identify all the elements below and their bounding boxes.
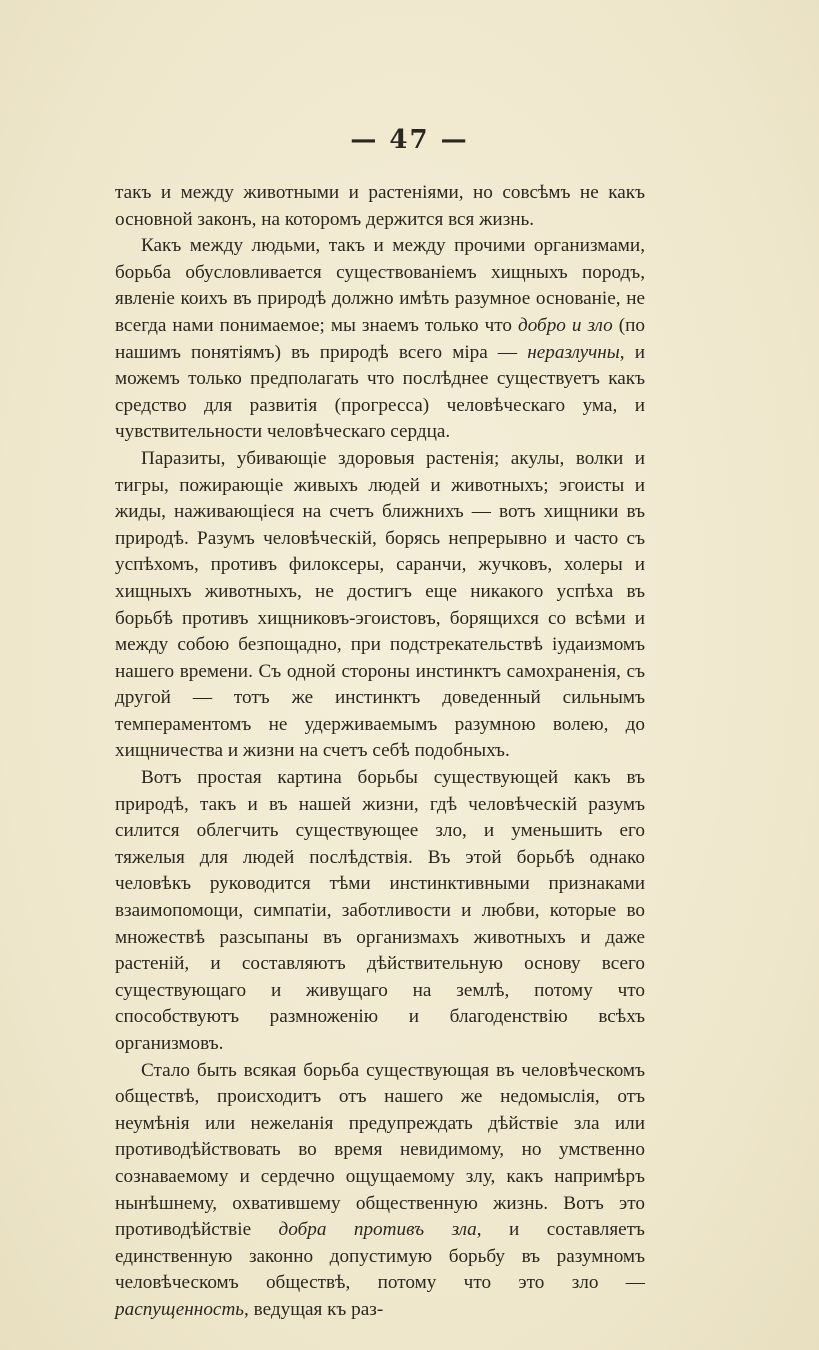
- text-segment: Какъ между людьми, такъ и между прочими организмами, борьба обусловливается существованіемъ хищныхъ породъ, явленіе коихъ въ природѣ должно имѣть разумное основаніе, не всегда нами понимаемое; мы знаемъ только что: [115, 235, 645, 336]
- text-segment: такъ и между животными и растеніями, но совсѣмъ не какъ основной законъ, на которомъ держится вся жизнь.: [115, 182, 645, 230]
- text-segment: Вотъ простая картина борьбы существующей какъ въ природѣ, такъ и въ нашей жизни, гдѣ человѣческій разумъ силится облегчить существующее зло, и уменьшить его тяжелыя для людей послѣдствія. Въ этой борьбѣ однако человѣкъ руководится тѣми инстинктивными признаками взаимопомощи, симпатіи, заботливости и любви, которые во множествѣ разсыпаны въ организмахъ животныхъ и даже растеній, и составляютъ дѣйствительную основу всего существующаго и живущаго на землѣ, потому что способствуютъ размноженію и благоденствію всѣхъ организмовъ.: [115, 767, 645, 1054]
- page-number: — 47 —: [350, 125, 469, 155]
- text-block: [115, 180, 645, 1324]
- text-segment: Стало быть всякая борьба существующая въ человѣческомъ обществѣ, происходитъ отъ нашего же недомыслія, отъ неумѣнія или нежеланія предупреждать дѣйствіе зла или противодѣйствовать во время невидимому, но умственно сознаваемому и сердечно ощущаемому злу, какъ напримѣръ нынѣшнему, охватившему общественную жизнь. Вотъ это противодѣйствіе: [115, 1059, 645, 1241]
- paragraph: [115, 233, 645, 446]
- italic-text: добра противъ зла: [278, 1219, 477, 1241]
- italic-text: распущенность: [115, 1298, 245, 1320]
- italic-text: добро и зло: [518, 314, 613, 336]
- text-segment: Паразиты, убивающіе здоровыя растенія; акулы, волки и тигры, пожирающіе живыхъ людей и животныхъ; эгоисты и жиды, наживающіеся на счетъ ближнихъ — вотъ хищники въ природѣ. Разумъ человѣческій, борясь непрерывно и часто съ успѣхомъ, противъ филоксеры, саранчи, жучковъ, холеры и хищныхъ животныхъ, не достигъ еще никакого успѣха въ борьбѣ противъ хищниковъ-эгоистовъ, борящихся со всѣми и между собою безпощадно, при подстрекательствѣ іудаизмомъ нашего времени. Съ одной стороны инстинктъ самохраненія, съ другой — тотъ же инстинктъ доведенный сильнымъ темпераментомъ не удерживаемымъ разумною волею, до хищничества и жизни на счетъ себѣ подобныхъ.: [115, 447, 645, 762]
- text-segment: , и можемъ только предполагать что послѣднее существуетъ какъ средство для развитія (прогресса) человѣческаго ума, и чувствительности человѣческаго сердца.: [115, 341, 645, 443]
- text-segment: , и составляетъ единственную законно допустимую борьбу въ разумномъ человѣческомъ обществѣ, потому что это зло —: [115, 1219, 645, 1294]
- text-segment: (по нашимъ понятіямъ) въ природѣ всего міра —: [115, 314, 645, 363]
- paragraph: [115, 446, 645, 765]
- paragraph: [115, 180, 645, 233]
- italic-text: неразлучны: [527, 341, 620, 363]
- text-segment: , ведущая къ раз-: [244, 1298, 384, 1320]
- paragraph: [115, 765, 645, 1058]
- paragraph: [115, 1058, 645, 1324]
